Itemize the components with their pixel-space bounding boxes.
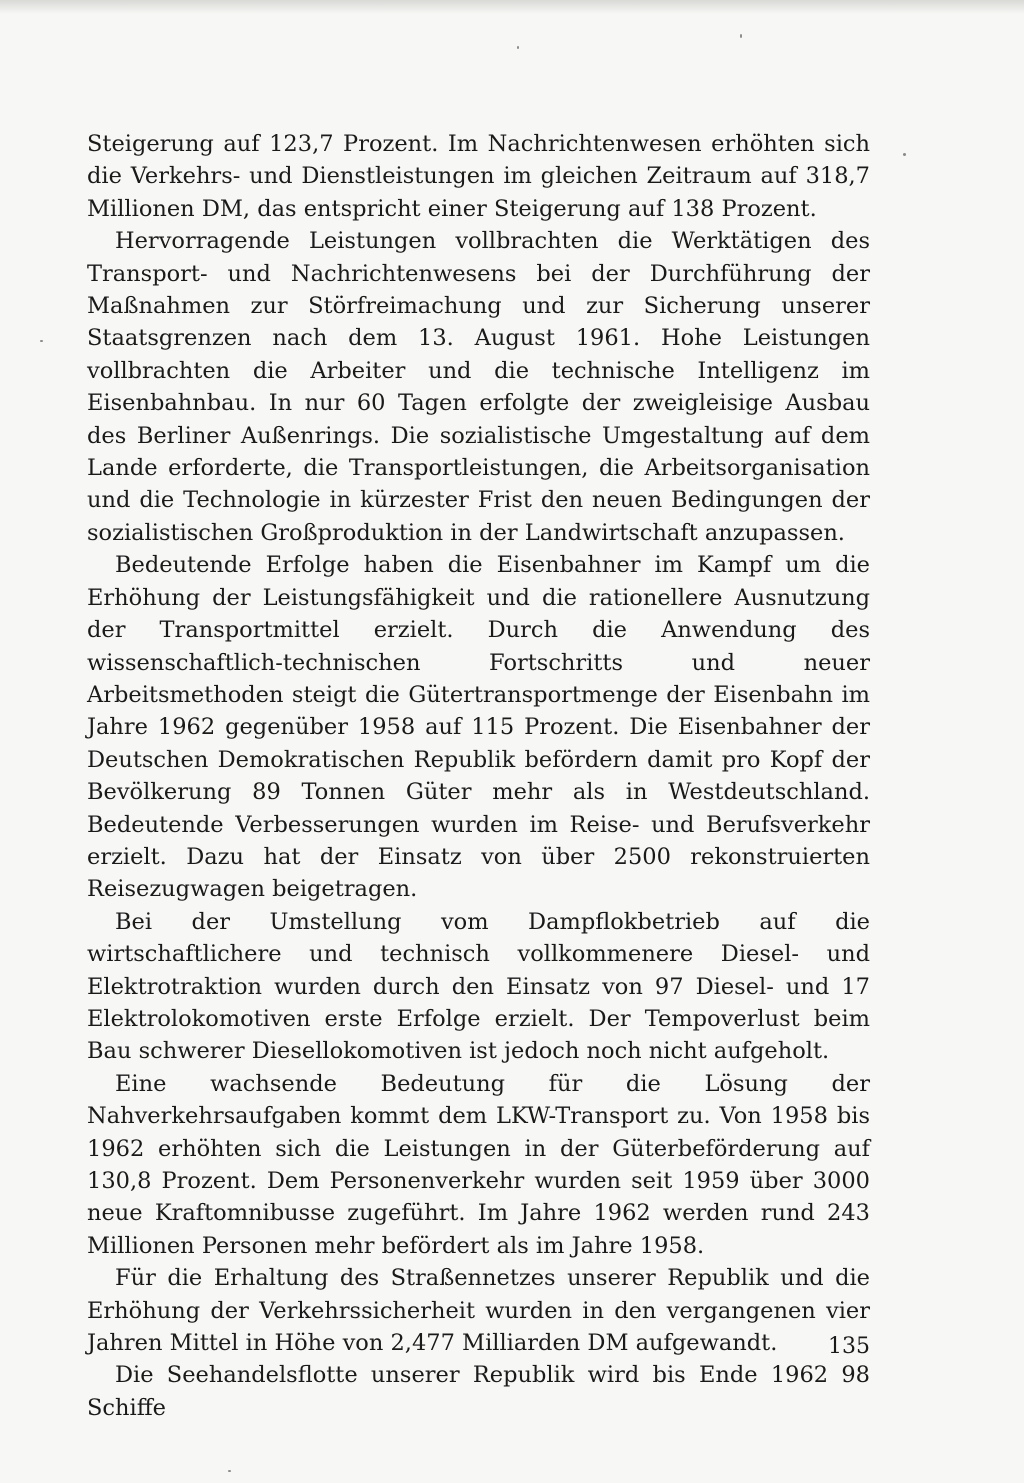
scan-speck: [228, 1470, 231, 1472]
scan-speck: [740, 34, 742, 38]
scan-speck: [40, 340, 43, 342]
body-text: [87, 128, 870, 1424]
paragraph: Bei der Umstellung vom Dampflokbetrieb auf die wirtschaftlichere und technisch vollkommenere Diesel- und Elektrotraktion wurden durch den Einsatz von 97 Diesel- und 17 Elektrolokomotiven erste Erfolge erzielt. Der Tempoverlust beim Bau schwerer Diesellokomotiven ist jedoch noch nicht aufgeholt.: [87, 908, 870, 1065]
paragraph: Bedeutende Erfolge haben die Eisenbahner im Kampf um die Erhöhung der Leistungsfähigkeit und die rationellere Ausnutzung der Transportmittel erzielt. Durch die Anwendung des wissenschaftlich-technischen Fortschritts und neuer Arbeitsmethoden steigt die Gütertransportmenge der Eisenbahn im Jahre 1962 gegenüber 1958 auf 115 Prozent. Die Eisenbahner der Deutschen Demokratischen Republik befördern damit pro Kopf der Bevölkerung 89 Tonnen Güter mehr als in Westdeutschland. Bedeutende Verbesserungen wurden im Reise- und Berufsverkehr erzielt. Dazu hat der Einsatz von über 2500 rekonstruierten Reisezugwagen beigetragen.: [87, 552, 870, 903]
scan-speck: [517, 46, 519, 49]
paragraph: Die Seehandelsflotte unserer Republik wird bis Ende 1962 98 Schiffe: [87, 1362, 870, 1421]
page-number: 135: [828, 1334, 870, 1359]
paragraph: Steigerung auf 123,7 Prozent. Im Nachrichtenwesen erhöhten sich die Verkehrs- und Dienstleistungen im gleichen Zeitraum auf 318,7 Millionen DM, das entspricht einer Steigerung auf 138 Prozent.: [87, 131, 870, 222]
paragraph: Für die Erhaltung des Straßennetzes unserer Republik und die Erhöhung der Verkehrssicherheit wurden in den vergangenen vier Jahren Mittel in Höhe von 2,477 Milliarden DM aufgewandt.: [87, 1265, 870, 1357]
scan-speck: [903, 153, 906, 156]
paragraph: Eine wachsende Bedeutung für die Lösung der Nahverkehrsaufgaben kommt dem LKW-Transport zu. Von 1958 bis 1962 erhöhten sich die Leistungen in der Güterbeförderung auf 130,8 Prozent. Dem Personenverkehr wurden seit 1959 über 3000 neue Kraftomnibusse zugeführt. Im Jahre 1962 werden rund 243 Millionen Personen mehr befördert als im Jahre 1958.: [87, 1070, 870, 1259]
scan-top-edge: [0, 0, 1024, 14]
paragraph: Hervorragende Leistungen vollbrachten die Werktätigen des Transport- und Nachrichtenwesens bei der Durchführung der Maßnahmen zur Störfreimachung und zur Sicherung unserer Staatsgrenzen nach dem 13. August 1961. Hohe Leistungen vollbrachten die Arbeiter und die technische Intelligenz im Eisenbahnbau. In nur 60 Tagen erfolgte der zweigleisige Ausbau des Berliner Außenrings. Die sozialistische Umgestaltung auf dem Lande erforderte, die Transportleistungen, die Arbeitsorganisation und die Technologie in kürzester Frist den neuen Bedingungen der sozialistischen Großproduktion in der Landwirtschaft anzupassen.: [87, 228, 870, 546]
